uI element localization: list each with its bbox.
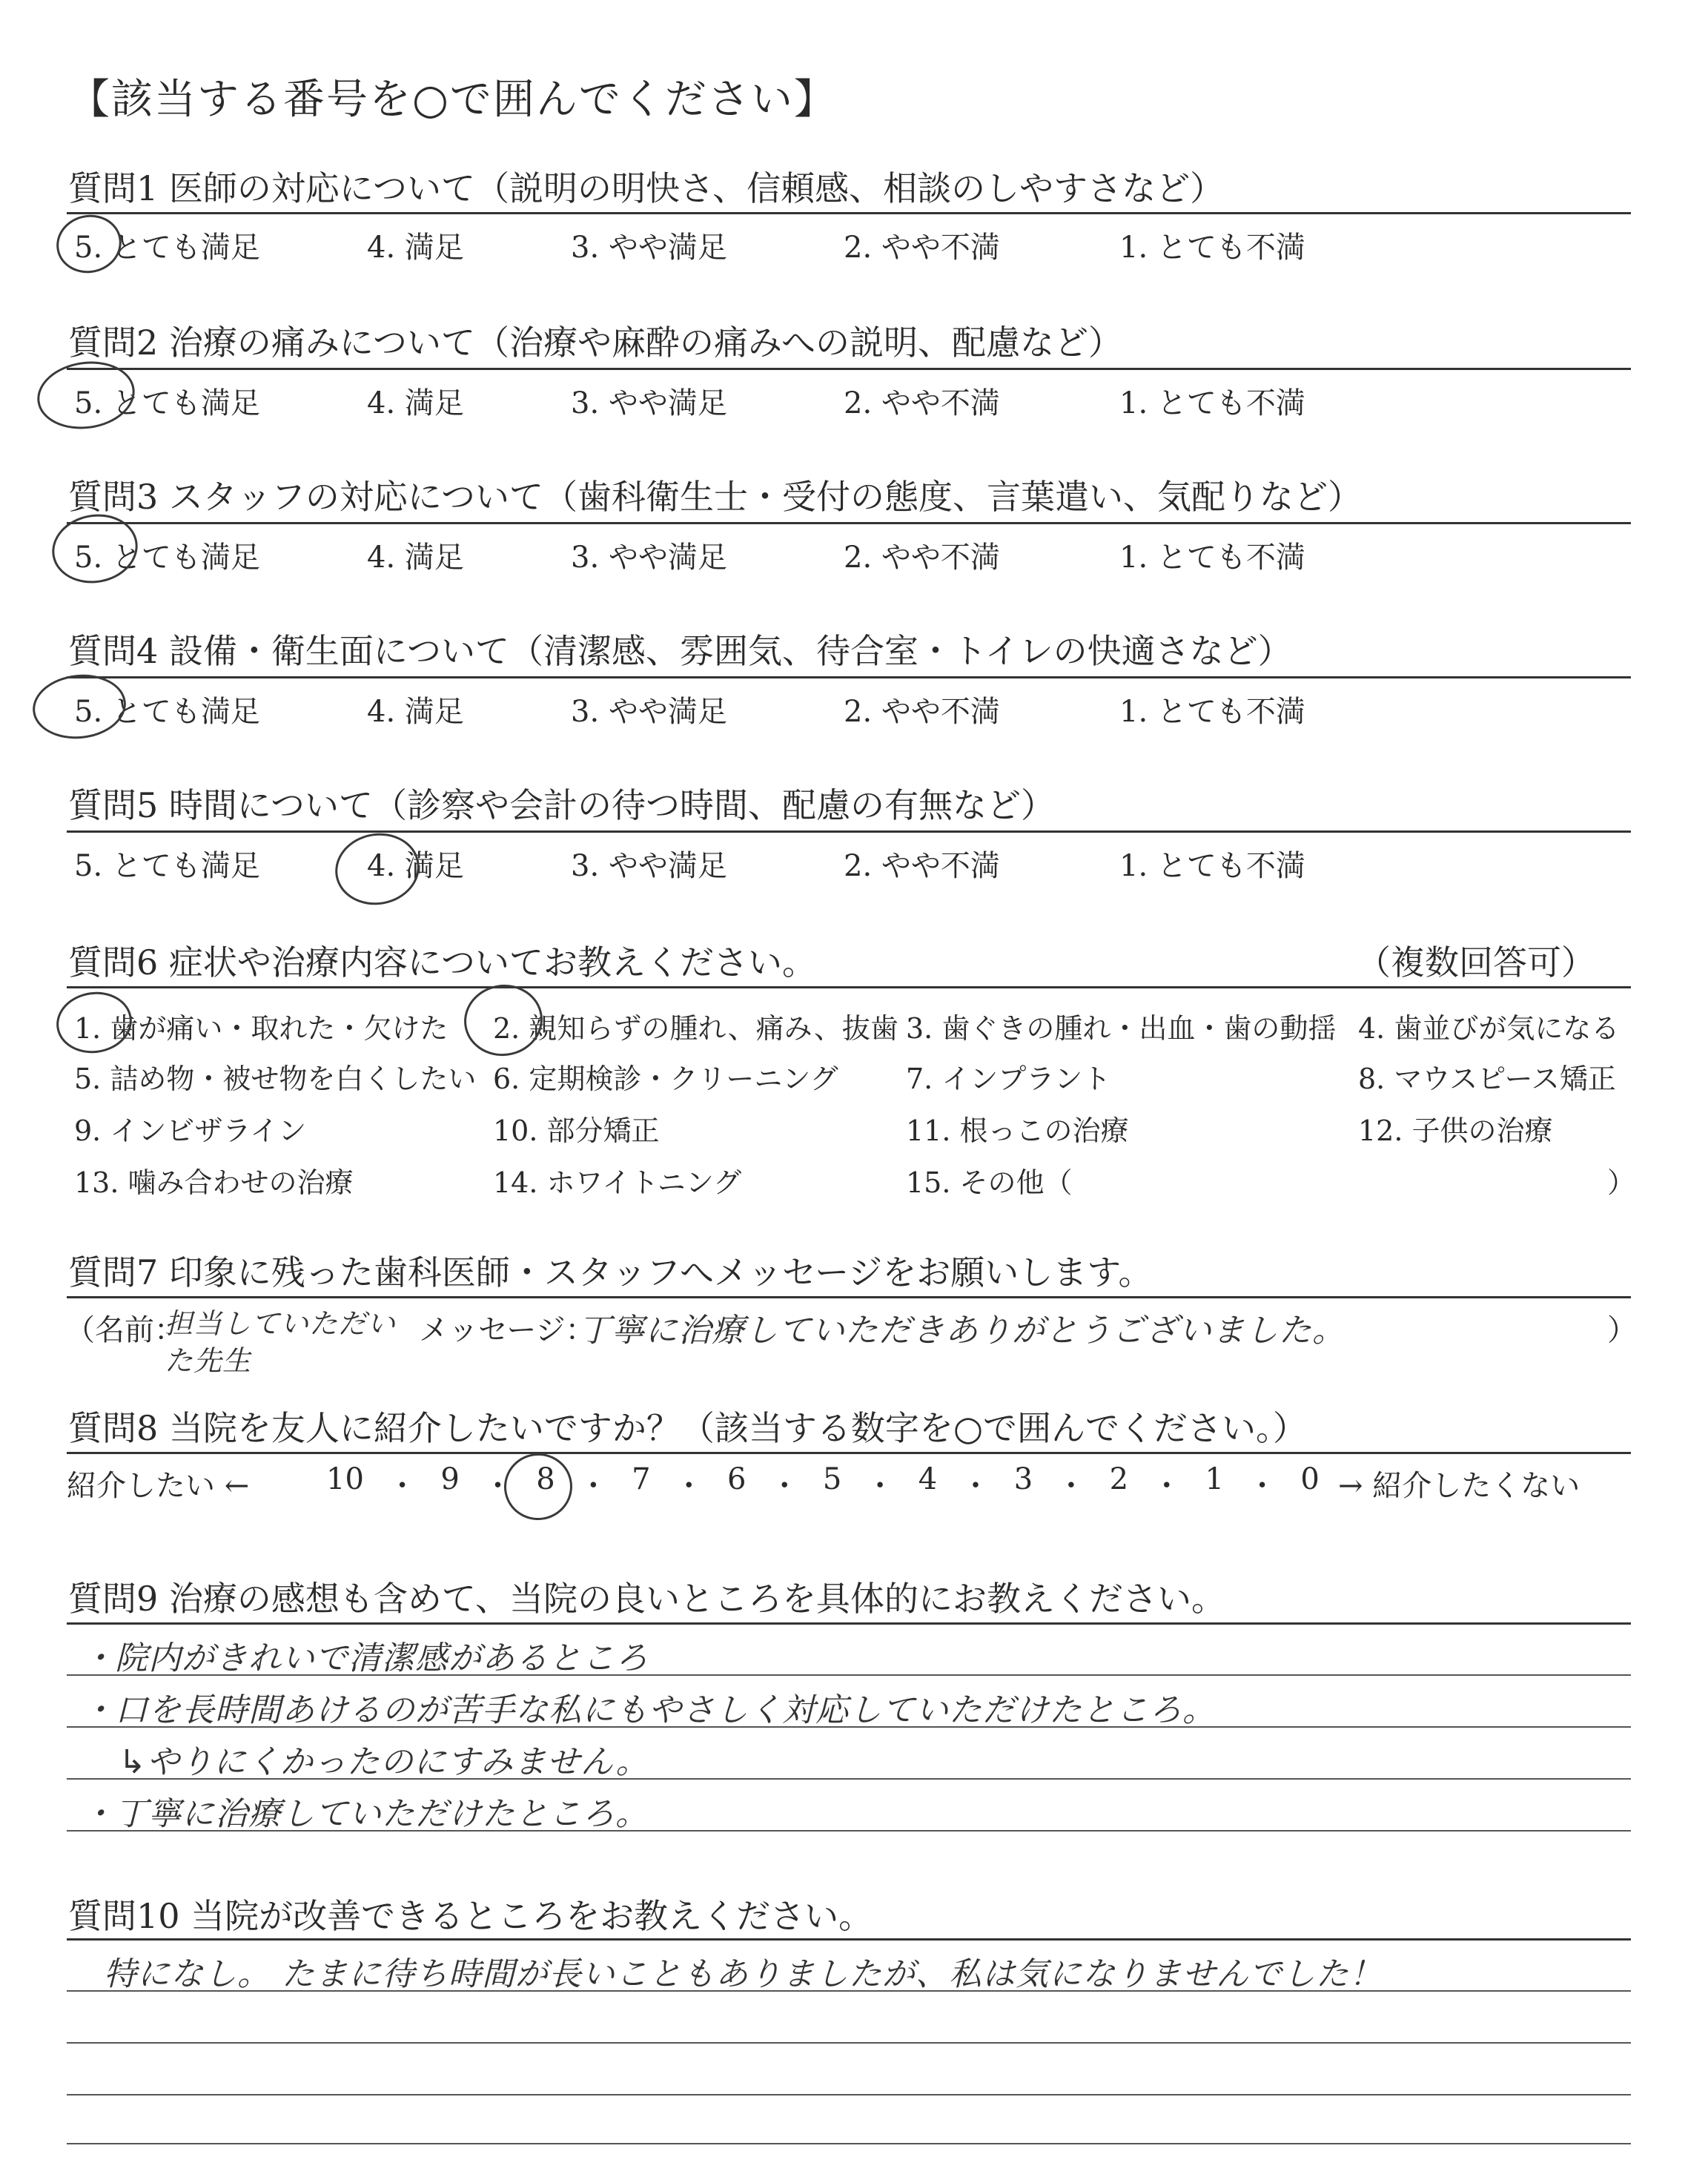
- answer-rule: [67, 2042, 1631, 2044]
- q6-item-2[interactable]: 2. 親知らずの腫れ、痛み、抜歯: [493, 1012, 898, 1045]
- q9-answer-line-4[interactable]: ・丁寧に治療していただけたところ。: [82, 1795, 649, 1833]
- q8-scale-10[interactable]: 10: [326, 1462, 364, 1496]
- q1-option-4[interactable]: 4. 満足: [367, 231, 464, 265]
- q8-scale: [326, 1462, 1320, 1505]
- question-7-rule: [67, 1296, 1631, 1298]
- q8-scale-1[interactable]: 1: [1205, 1462, 1224, 1496]
- q7-close: ）: [1607, 1313, 1637, 1347]
- q6-item-12[interactable]: 12. 子供の治療: [1358, 1114, 1553, 1147]
- answer-rule: [67, 2143, 1631, 2144]
- q5-option-1[interactable]: 1. とても不満: [1119, 849, 1305, 883]
- q7-name-value[interactable]: 担当していただいた先生: [165, 1307, 397, 1377]
- q1-option-3[interactable]: 3. やや満足: [571, 231, 727, 265]
- question-9-label: 質問9 治療の感想も含めて、当院の良いところを具体的にお教えください。: [68, 1579, 1225, 1619]
- q2-option-4[interactable]: 4. 満足: [367, 386, 464, 420]
- q2-option-1[interactable]: 1. とても不満: [1119, 386, 1305, 420]
- form-title: 【該当する番号を○で囲んでください】: [68, 76, 837, 124]
- q8-left-label: 紹介したい ←: [67, 1469, 250, 1503]
- question-7-label: 質問7 印象に残った歯科医師・スタッフへメッセージをお願いします。: [68, 1252, 1153, 1292]
- q6-item-14[interactable]: 14. ホワイトニング: [493, 1166, 742, 1199]
- q6-item-6[interactable]: 6. 定期検診・クリーニング: [493, 1063, 838, 1095]
- q4-option-1[interactable]: 1. とても不満: [1119, 695, 1305, 729]
- q8-scale-sep: ・: [960, 1469, 990, 1503]
- q9-answer-line-2[interactable]: ・口を長時間あけるのが苦手な私にもやさしく対応していただけたところ。: [82, 1691, 1216, 1729]
- question-1-label: 質問1 医師の対応について（説明の明快さ、信頼感、相談のしやすさなど）: [68, 168, 1225, 208]
- answer-rule: [67, 2094, 1631, 2095]
- q8-scale-sep: ・: [578, 1469, 609, 1503]
- q10-answer-line-1[interactable]: 特になし。 たまに待ち時間が長いこともありましたが、私は気になりませんでした！: [104, 1955, 1383, 1993]
- q2-option-2[interactable]: 2. やや不満: [844, 386, 1000, 420]
- question-4-rule: [67, 676, 1631, 678]
- q8-scale-3[interactable]: 3: [1013, 1462, 1033, 1496]
- question-10-label: 質問10 当院が改善できるところをお教えください。: [68, 1896, 873, 1936]
- answer-circle: [53, 987, 136, 1057]
- q5-option-3[interactable]: 3. やや満足: [571, 849, 727, 883]
- question-10-rule: [67, 1938, 1631, 1941]
- q7-message-value[interactable]: 丁寧に治療していただきありがとうございました。: [578, 1312, 1345, 1350]
- answer-circle: [47, 508, 143, 590]
- question-5-rule: [67, 830, 1631, 833]
- q8-scale-sep: ・: [865, 1469, 896, 1503]
- question-8-rule: [67, 1452, 1631, 1454]
- q4-option-3[interactable]: 3. やや満足: [571, 695, 727, 729]
- answer-circle: [460, 980, 547, 1061]
- q5-option-5[interactable]: 5. とても満足: [74, 849, 260, 883]
- question-6-label: 質問6 症状や治療内容についてお教えください。: [68, 942, 816, 982]
- q3-option-2[interactable]: 2. やや不満: [844, 541, 1000, 575]
- q4-option-2[interactable]: 2. やや不満: [844, 695, 1000, 729]
- q9-answer-line-3[interactable]: ↳やりにくかったのにすみません。: [119, 1743, 649, 1781]
- q3-option-3[interactable]: 3. やや満足: [571, 541, 727, 575]
- q8-scale-9[interactable]: 9: [440, 1462, 460, 1496]
- q8-right-label: → 紹介したくない: [1338, 1469, 1580, 1503]
- q8-scale-sep: ・: [769, 1469, 800, 1503]
- q3-option-5[interactable]: 5. とても満足: [74, 541, 260, 575]
- q6-item-3[interactable]: 3. 歯ぐきの腫れ・出血・歯の動揺: [906, 1012, 1337, 1045]
- answer-circle: [51, 209, 127, 280]
- question-8-label: 質問8 当院を友人に紹介したいですか？（該当する数字を○で囲んでください。）: [68, 1408, 1308, 1448]
- question-3-rule: [67, 522, 1631, 524]
- q8-scale-sep: ・: [1247, 1469, 1277, 1503]
- q6-item-8[interactable]: 8. マウスピース矯正: [1358, 1063, 1616, 1095]
- question-3-label: 質問3 スタッフの対応について（歯科衛生士・受付の態度、言葉遣い、気配りなど）: [68, 477, 1362, 517]
- q1-option-1[interactable]: 1. とても不満: [1119, 231, 1305, 265]
- q8-scale-6[interactable]: 6: [727, 1462, 747, 1496]
- q1-option-2[interactable]: 2. やや不満: [844, 231, 1000, 265]
- q8-scale-sep: ・: [483, 1469, 513, 1503]
- q8-scale-5[interactable]: 5: [822, 1462, 842, 1496]
- q6-item-13[interactable]: 13. 噛み合わせの治療: [74, 1166, 354, 1199]
- q3-option-4[interactable]: 4. 満足: [367, 541, 464, 575]
- answer-circle: [30, 670, 129, 744]
- q7-message-label: メッセージ：: [419, 1313, 595, 1347]
- q6-item-15-close: ）: [1607, 1166, 1636, 1199]
- q6-item-9[interactable]: 9. インビザライン: [74, 1114, 307, 1147]
- q8-scale-sep: ・: [387, 1469, 417, 1503]
- q5-option-4[interactable]: 4. 満足: [367, 849, 464, 883]
- q8-scale-sep: ・: [1056, 1469, 1086, 1503]
- question-1-rule: [67, 212, 1631, 214]
- q4-option-5[interactable]: 5. とても満足: [74, 695, 260, 729]
- q6-item-11[interactable]: 11. 根っこの治療: [906, 1114, 1129, 1147]
- q6-item-15[interactable]: 15. その他（: [906, 1166, 1073, 1199]
- q6-item-5[interactable]: 5. 詰め物・被せ物を白くしたい: [74, 1063, 477, 1095]
- q8-scale-sep: ・: [1151, 1469, 1182, 1503]
- answer-circle: [500, 1449, 577, 1525]
- q3-option-1[interactable]: 1. とても不満: [1119, 541, 1305, 575]
- q1-option-5[interactable]: 5. とても満足: [74, 231, 260, 265]
- q2-option-5[interactable]: 5. とても満足: [74, 386, 260, 420]
- q6-item-10[interactable]: 10. 部分矯正: [493, 1114, 660, 1147]
- q6-item-4[interactable]: 4. 歯並びが気になる: [1358, 1012, 1620, 1045]
- answer-circle: [330, 827, 426, 911]
- q2-option-3[interactable]: 3. やや満足: [571, 386, 727, 420]
- q6-item-7[interactable]: 7. インプラント: [906, 1063, 1111, 1095]
- q8-scale-0[interactable]: 0: [1300, 1462, 1320, 1496]
- q6-item-1[interactable]: 1. 歯が痛い・取れた・欠けた: [74, 1012, 448, 1045]
- q9-answer-line-1[interactable]: ・院内がきれいで清潔感があるところ: [82, 1639, 649, 1677]
- question-4-label: 質問4 設備・衛生面について（清潔感、雰囲気、待合室・トイレの快適さなど）: [68, 631, 1292, 671]
- question-2-label: 質問2 治療の痛みについて（治療や麻酔の痛みへの説明、配慮など）: [68, 323, 1123, 363]
- question-2-rule: [67, 368, 1631, 370]
- q8-scale-8[interactable]: 8: [536, 1462, 555, 1496]
- question-6-rule: [67, 986, 1631, 988]
- q8-scale-sep: ・: [674, 1469, 704, 1503]
- question-6-note: （複数回答可）: [1357, 942, 1595, 982]
- q8-scale-4[interactable]: 4: [918, 1462, 938, 1496]
- q8-scale-7[interactable]: 7: [632, 1462, 651, 1496]
- q5-option-2[interactable]: 2. やや不満: [844, 849, 1000, 883]
- q4-option-4[interactable]: 4. 満足: [367, 695, 464, 729]
- question-5-label: 質問5 時間について（診察や会計の待つ時間、配慮の有無など）: [68, 785, 1055, 825]
- q8-scale-2[interactable]: 2: [1109, 1462, 1129, 1496]
- q7-name-label: （名前：: [65, 1313, 184, 1347]
- question-9-rule: [67, 1622, 1631, 1625]
